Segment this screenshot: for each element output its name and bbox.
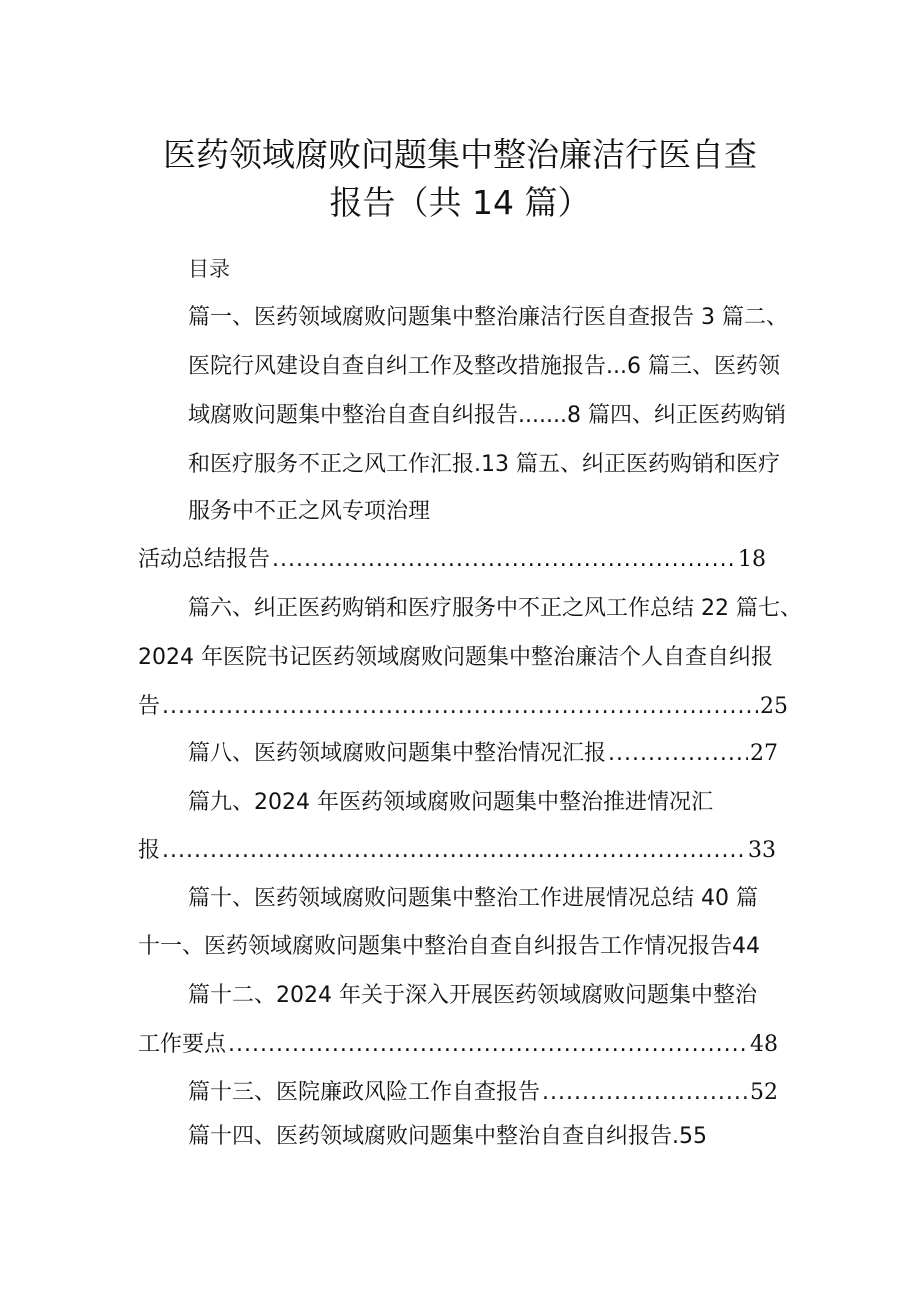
toc-entry xyxy=(138,692,788,722)
toc-entry-text: 篇十三、医院廉政风险工作自查报告 xyxy=(188,1080,541,1105)
toc-leader-dots xyxy=(228,1030,748,1060)
toc-line: 篇十、医药领域腐败问题集中整治工作进展情况总结 40 篇 xyxy=(188,886,758,911)
toc-entry-text: 工作要点 xyxy=(138,1032,227,1057)
toc-page-number: 52 xyxy=(750,1080,778,1105)
toc-entry xyxy=(138,1030,778,1060)
toc-leader-dots xyxy=(162,836,746,866)
document-title-line-2: 报告（共 14 篇） xyxy=(329,183,591,222)
toc-page-number: 48 xyxy=(750,1032,778,1057)
toc-page-number: 18 xyxy=(738,547,766,572)
toc-leader-dots xyxy=(608,739,748,769)
toc-page-number: 27 xyxy=(750,741,778,766)
toc-leader-dots xyxy=(162,692,758,722)
toc-line: 篇九、2024 年医药领域腐败问题集中整治推进情况汇 xyxy=(188,790,713,815)
toc-entry xyxy=(188,739,778,769)
toc-leader-dots xyxy=(272,545,736,575)
toc-entry-text: 报 xyxy=(138,838,161,863)
toc-entry xyxy=(138,836,776,866)
toc-line: 和医疗服务不正之风工作汇报.13 篇五、纠正医药购销和医疗 xyxy=(188,452,780,477)
toc-line: 十一、医药领域腐败问题集中整治自查自纠报告工作情况报告44 xyxy=(138,934,760,959)
toc-line: 篇十二、2024 年关于深入开展医药领域腐败问题集中整治 xyxy=(188,983,757,1008)
toc-entry-text: 篇八、医药领域腐败问题集中整治情况汇报 xyxy=(188,741,607,766)
toc-leader-dots xyxy=(542,1078,748,1108)
toc-line: 2024 年医院书记医药领域腐败问题集中整治廉洁个人自查自纠报 xyxy=(138,645,773,670)
toc-entry xyxy=(138,545,766,575)
toc-page-number: 33 xyxy=(748,838,776,863)
document-title-line-1: 医药领域腐败问题集中整治廉洁行医自查 xyxy=(163,135,757,174)
toc-line: 域腐败问题集中整治自查自纠报告.......8 篇四、纠正医药购销 xyxy=(188,403,786,428)
toc-line: 服务中不正之风专项治理 xyxy=(188,499,431,524)
toc-entry-text: 活动总结报告 xyxy=(138,547,271,572)
toc-entry xyxy=(188,1078,778,1108)
toc-line: 篇六、纠正医药购销和医疗服务中不正之风工作总结 22 篇七、 xyxy=(188,596,802,621)
toc-entry-text: 告 xyxy=(138,694,161,719)
toc-page-number: 25 xyxy=(760,694,788,719)
toc-heading: 目录 xyxy=(188,257,230,281)
toc-line: 篇十四、医药领域腐败问题集中整治自查自纠报告.55 xyxy=(188,1124,707,1149)
toc-line: 篇一、医药领域腐败问题集中整治廉洁行医自查报告 3 篇二、 xyxy=(188,305,788,330)
toc-line: 医院行风建设自查自纠工作及整改措施报告...6 篇三、医药领 xyxy=(188,354,780,379)
